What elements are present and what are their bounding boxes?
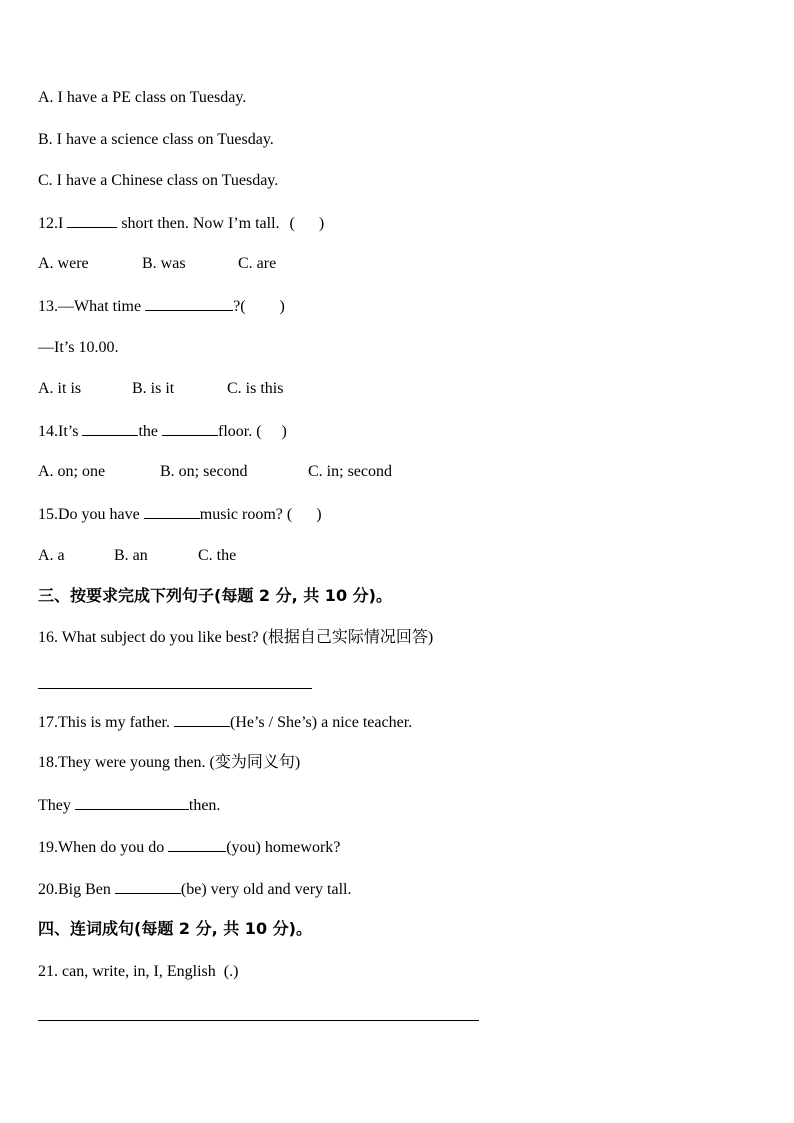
q17-text-before: 17.This is my father. bbox=[38, 714, 170, 731]
q15-option-b: B. an bbox=[114, 547, 148, 564]
q20-question bbox=[38, 879, 352, 900]
q15-options bbox=[38, 546, 236, 566]
q12-option-b: B. was bbox=[142, 255, 186, 272]
q14-option-c: C. in; second bbox=[308, 463, 392, 480]
section-4-heading: 四、连词成句(每题 2 分, 共 10 分)。 bbox=[38, 919, 312, 938]
q19-text-after: (you) homework? bbox=[226, 839, 341, 856]
q14-answer-paren: ( ) bbox=[256, 423, 287, 440]
q14-blank-2 bbox=[162, 421, 218, 436]
q14-question bbox=[38, 421, 287, 442]
q14-option-a: A. on; one bbox=[38, 463, 106, 480]
q13-text-after: ?( bbox=[233, 298, 246, 315]
q18-question: 18.They were young then. (变为同义句) bbox=[38, 754, 301, 771]
q14-part2: the bbox=[138, 423, 158, 440]
q14-options bbox=[38, 462, 392, 482]
q18-answer-before: They bbox=[38, 797, 71, 814]
q21-question: 21. can, write, in, I, English (.) bbox=[38, 963, 239, 980]
q11-option-b: B. I have a science class on Tuesday. bbox=[38, 131, 274, 148]
q18-blank bbox=[75, 795, 189, 810]
q19-text-before: 19.When do you do bbox=[38, 839, 165, 856]
q14-option-b: B. on; second bbox=[160, 463, 248, 480]
q18-answer-after: then. bbox=[188, 797, 221, 814]
q20-text-after: (be) very old and very tall. bbox=[180, 881, 352, 898]
q12-options bbox=[38, 254, 276, 274]
q13-option-a: A. it is bbox=[38, 380, 82, 397]
q19-blank bbox=[168, 837, 226, 852]
q13-option-b: B. is it bbox=[132, 380, 175, 397]
q11-option-c: C. I have a Chinese class on Tuesday. bbox=[38, 172, 279, 189]
q15-option-a: A. a bbox=[38, 547, 65, 564]
q13-blank bbox=[145, 296, 233, 311]
q12-text-before: 12.I bbox=[38, 215, 64, 232]
q12-question bbox=[38, 213, 324, 234]
q11-option-a: A. I have a PE class on Tuesday. bbox=[38, 89, 247, 106]
q12-blank bbox=[67, 213, 117, 228]
q12-text-after: short then. Now I’m tall. bbox=[121, 215, 280, 232]
q17-blank bbox=[174, 712, 230, 727]
q18-answer bbox=[38, 795, 220, 816]
q13-paren-end: ) bbox=[279, 298, 285, 315]
q20-text-before: 20.Big Ben bbox=[38, 881, 111, 898]
q13-option-c: C. is this bbox=[227, 380, 284, 397]
q20-blank bbox=[115, 879, 181, 894]
q17-text-after: (He’s / She’s) a nice teacher. bbox=[229, 714, 413, 731]
q17-question bbox=[38, 712, 412, 733]
q13-text-before: 13.—What time bbox=[38, 298, 142, 315]
q12-answer-paren: ( ) bbox=[289, 215, 325, 232]
q12-option-c: C. are bbox=[238, 255, 277, 272]
q13-reply: —It’s 10.00. bbox=[38, 339, 119, 356]
q19-question bbox=[38, 837, 340, 858]
q15-text-after: music room? bbox=[199, 506, 283, 523]
q12-option-a: A. were bbox=[38, 255, 89, 272]
q21-answer-line bbox=[38, 1020, 479, 1021]
q14-part1: 14.It’s bbox=[38, 423, 79, 440]
q15-text-before: 15.Do you have bbox=[38, 506, 140, 523]
q15-blank bbox=[144, 504, 200, 519]
q13-options bbox=[38, 379, 283, 399]
q15-option-c: C. the bbox=[198, 547, 237, 564]
q13-question bbox=[38, 296, 285, 317]
q16-question: 16. What subject do you like best? (根据自己实际情况回答) bbox=[38, 629, 434, 646]
q15-question bbox=[38, 504, 322, 525]
q14-part3: floor. bbox=[218, 423, 253, 440]
q15-answer-paren: ( ) bbox=[286, 506, 322, 523]
section-3-heading: 三、按要求完成下列句子(每题 2 分, 共 10 分)。 bbox=[38, 586, 392, 605]
q16-answer-line bbox=[38, 688, 312, 689]
q14-blank-1 bbox=[82, 421, 138, 436]
